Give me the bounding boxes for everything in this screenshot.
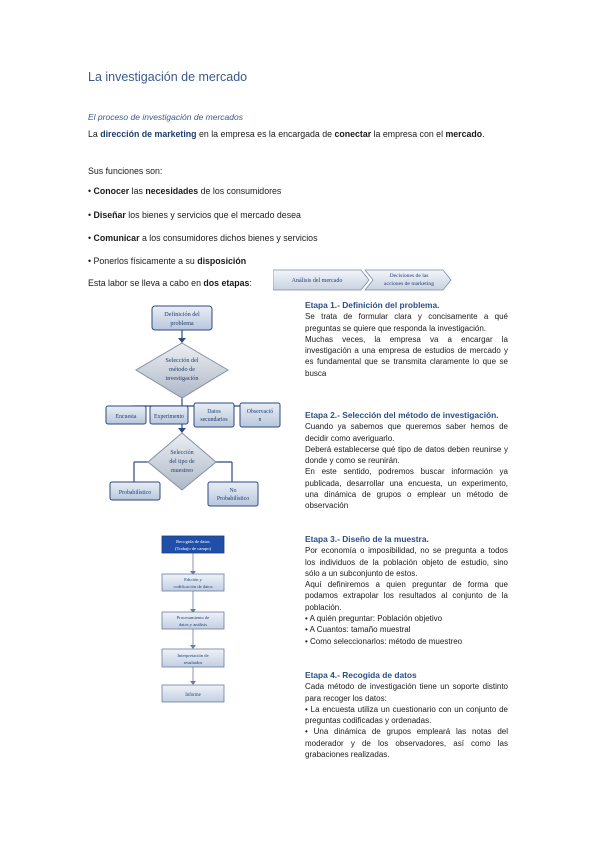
- etapa-1-block: [305, 300, 508, 379]
- function-item: • Comunicar a los consumidores dichos bienes y servicios: [88, 233, 318, 243]
- page-title: La investigación de mercado: [88, 70, 248, 84]
- svg-text:investigación: investigación: [165, 375, 199, 382]
- flow-datos-secundarios-box: [194, 403, 234, 427]
- svg-text:Edición y: Edición y: [184, 577, 202, 582]
- svg-text:codificación de datos: codificación de datos: [173, 584, 213, 589]
- svg-text:resultados: resultados: [183, 660, 203, 665]
- etapa-3-block: [305, 534, 508, 647]
- function-item: • Ponerlos físicamente a su disposición: [88, 256, 247, 266]
- svg-text:Recogida de datos: Recogida de datos: [176, 539, 210, 544]
- etapa-4-text: Cada método de investigación tiene un soporte distinto para recoger los datos:: [305, 682, 508, 703]
- flow-seleccion-metodo-label: Selección del: [165, 357, 199, 364]
- flow-definicion-label: Definición del: [164, 311, 200, 318]
- svg-text:Probabilístico: Probabilístico: [118, 490, 152, 496]
- svg-text:Encuesta: Encuesta: [115, 414, 137, 420]
- svg-text:Observació: Observació: [246, 409, 274, 415]
- etapa-3-text: • A Cuantos: tamaño muestral: [305, 625, 411, 635]
- stage-arrows-diagram: [273, 268, 455, 292]
- etapa-3-text: Por economía o imposibilidad, no se pregunta a todos los individuos de la población objeto de estudio, sino sólo a un subconjunto de estos.: [305, 546, 508, 578]
- svg-text:datos y análisis: datos y análisis: [178, 622, 208, 627]
- etapa-1-text: Se trata de formular clara y concisamente a qué preguntas se quiere que responda la investigación.: [305, 312, 508, 333]
- svg-text:Probabilístico: Probabilístico: [216, 496, 250, 502]
- functions-label: Sus funciones son:: [88, 166, 163, 176]
- etapa-4-text: • La encuesta utiliza un cuestionario con un conjunto de preguntas codificadas y ordenadas.: [305, 704, 508, 726]
- etapa-1-text: Muchas veces, la empresa va a encargar la investigación a una empresa de estudios de mercado y es fundamental que se transmita claramente lo que se busca: [305, 334, 508, 378]
- etapa-4-text: • Una dinámica de grupos empleará las notas del moderador y de los observadores, así como las grabaciones realizadas.: [305, 727, 508, 760]
- etapa-1-title: Etapa 1.- Definición del problema.: [305, 300, 440, 310]
- etapa-4-title: Etapa 4.- Recogida de datos: [305, 670, 417, 680]
- svg-text:Informe: Informe: [185, 693, 201, 698]
- stage-arrow-2-label: Decisiones de las: [389, 273, 429, 279]
- flow-observacion-box: [240, 403, 280, 427]
- function-item: • Diseñar los bienes y servicios que el mercado desea: [88, 210, 301, 220]
- svg-text:muestreo: muestreo: [171, 468, 193, 474]
- etapa-3-title: Etapa 3.- Diseño de la muestra.: [305, 534, 429, 544]
- svg-text:Selección: Selección: [170, 450, 194, 456]
- etapa-4-block: [305, 670, 508, 760]
- etapa-2-text: Cuando ya sabemos que queremos saber hemos de decidir como averiguarlo.: [305, 422, 508, 443]
- stages-text: Esta labor se lleva a cabo en dos etapas:: [88, 278, 252, 288]
- data-process-flowchart: [160, 533, 230, 713]
- svg-text:del tipo de: del tipo de: [169, 459, 195, 465]
- svg-text:secundarios: secundarios: [200, 417, 228, 423]
- intro-paragraph: La dirección de marketing en la empresa es la encargada de conectar la empresa con el mercado.: [88, 129, 485, 139]
- etapa-2-text: En este sentido, podremos buscar información ya publicada, desarrollar una encuesta, un experimento, una dinámica de grupos o emplear un método de observación: [305, 467, 508, 511]
- svg-text:No: No: [229, 488, 237, 494]
- svg-text:problema: problema: [170, 320, 194, 327]
- etapa-2-block: [305, 410, 508, 512]
- etapa-3-text: Aquí definiremos a quien preguntar de forma que podamos extrapolar los resultados al conjunto de la población.: [305, 580, 508, 612]
- function-item: • Conocer las necesidades de los consumidores: [88, 186, 282, 196]
- research-method-flowchart: [104, 302, 284, 514]
- svg-text:(Trabajo de campo): (Trabajo de campo): [174, 546, 212, 551]
- section-heading: El proceso de investigación de mercados: [88, 112, 243, 122]
- svg-text:Procesamiento de: Procesamiento de: [176, 615, 210, 620]
- svg-text:Experimento: Experimento: [154, 414, 184, 420]
- etapa-3-text: • Como seleccionarlos: método de muestreo: [305, 636, 463, 646]
- svg-text:método de: método de: [169, 366, 195, 373]
- etapa-2-title: Etapa 2.- Selección del método de investigación.: [305, 410, 499, 420]
- svg-text:n: n: [258, 417, 262, 423]
- svg-text:Datos: Datos: [207, 409, 221, 415]
- flow-no-probabilistico-box: [208, 482, 258, 506]
- stage-arrow-2-label: acciones de marketing: [383, 281, 435, 287]
- stage-arrow-1-label: Análisis del mercado: [291, 278, 343, 284]
- etapa-2-text: Deberá establecerse qué tipo de datos deben reunirse y donde y como se reunirán.: [305, 444, 508, 466]
- etapa-3-text: • A quién preguntar: Población objetivo: [305, 614, 443, 624]
- svg-text:Interpretación de: Interpretación de: [177, 653, 209, 658]
